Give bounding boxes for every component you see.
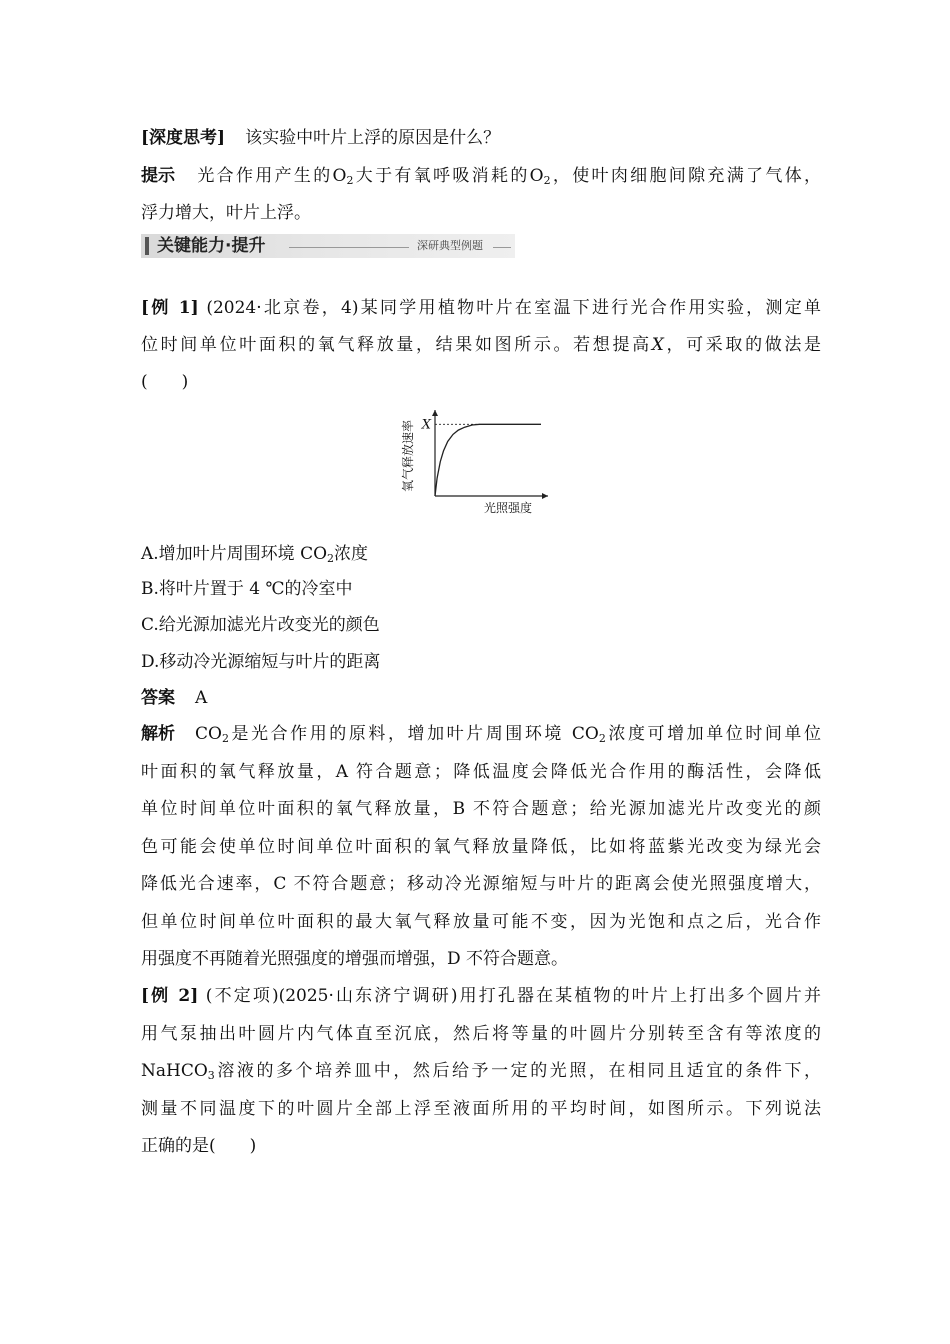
answer-label: 答案 bbox=[141, 688, 175, 708]
hint-label: 提示 bbox=[141, 166, 175, 186]
x-axis-label: 光照强度 bbox=[483, 501, 533, 515]
banner-bar bbox=[145, 237, 149, 255]
deep-thinking-question: 该实验中叶片上浮的原因是什么？ bbox=[245, 128, 501, 148]
example2-line-4: 测量不同温度下的叶圆片全部上浮至液面所用的平均时间，如图所示。下列说法 bbox=[141, 1099, 821, 1119]
example1-line-2: 位时间单位叶面积的氧气释放量，结果如图所示。若想提高X，可采取的做法是 bbox=[141, 335, 822, 355]
option-b: B.将叶片置于 4 ℃的冷室中 bbox=[141, 579, 353, 599]
answer-value: A bbox=[195, 688, 208, 708]
curve-series bbox=[435, 424, 541, 496]
example2-line-1: [例 2] (不定项)(2025·山东济宁调研)用打孔器在某植物的叶片上打出多个圆片并 bbox=[141, 986, 822, 1006]
section-title: 关键能力·提升 bbox=[157, 236, 266, 256]
answer-line bbox=[141, 686, 821, 710]
example1-line-1: [例 1] (2024·北京卷，4)某同学用植物叶片在室温下进行光合作用实验，测定单 bbox=[141, 298, 821, 318]
example1-label: [例 1] bbox=[141, 298, 199, 318]
oxygen-release-chart bbox=[398, 404, 558, 520]
example2-line-3: NaHCO$_3$溶液的多个培养皿中，然后给予一定的光照，在相同且适宜的条件下， bbox=[141, 1061, 821, 1082]
banner-tail-rule bbox=[493, 247, 511, 248]
y-axis-label: 氧气释放速率 bbox=[401, 419, 415, 493]
analysis-line-7: 用强度不再随着光照强度的增强而增强，D 不符合题意。 bbox=[141, 949, 569, 969]
deep-thinking-line bbox=[141, 126, 821, 150]
analysis-line-2: 叶面积的氧气释放量，A 符合题意；降低温度会降低光合作用的酶活性，会降低 bbox=[141, 762, 821, 782]
analysis-line-3: 单位时间单位叶面积的氧气释放量，B 不符合题意；给光源加滤光片改变光的颜 bbox=[141, 799, 821, 819]
plateau-label: X bbox=[421, 417, 431, 433]
section-banner bbox=[141, 234, 515, 258]
analysis-line-1: 解析 $CO_2$是光合作用的原料，增加叶片周围环境 $CO_2$浓度可增加单位时间单位 bbox=[141, 724, 821, 745]
hint-line-2: 浮力增大，叶片上浮。 bbox=[141, 203, 311, 223]
example1-line-3: ( ) bbox=[141, 372, 189, 392]
banner-rule bbox=[289, 247, 409, 248]
x-axis-arrow bbox=[542, 493, 548, 499]
analysis-line-4: 色可能会使单位时间单位叶面积的氧气释放量降低，比如将蓝紫光改变为绿光会 bbox=[141, 837, 821, 857]
y-axis-arrow bbox=[432, 410, 438, 416]
option-d: D.移动冷光源缩短与叶片的距离 bbox=[141, 652, 381, 672]
example2-label: [例 2] bbox=[141, 986, 199, 1006]
analysis-line-6: 但单位时间单位叶面积的最大氧气释放量可能不变，因为光饱和点之后，光合作 bbox=[141, 912, 821, 932]
example2-line-2: 用气泵抽出叶圆片内气体直至沉底，然后将等量的叶圆片分别转至含有等浓度的 bbox=[141, 1024, 821, 1044]
example2-line-5: 正确的是( ) bbox=[141, 1136, 257, 1156]
analysis-label: 解析 bbox=[141, 724, 175, 744]
option-a: A.增加叶片周围环境 $CO_2$浓度 bbox=[141, 544, 369, 565]
deep-thinking-label: [深度思考] bbox=[141, 128, 226, 148]
hint-line-1: 提示 光合作用产生的$O_2$大于有氧呼吸消耗的$O_2$，使叶肉细胞间隙充满了气体， bbox=[141, 166, 822, 187]
section-subtitle: 深研典型例题 bbox=[417, 239, 483, 252]
option-c: C.给光源加滤光片改变光的颜色 bbox=[141, 615, 380, 635]
analysis-line-5: 降低光合速率，C 不符合题意；移动冷光源缩短与叶片的距离会使光照强度增大， bbox=[141, 874, 821, 894]
